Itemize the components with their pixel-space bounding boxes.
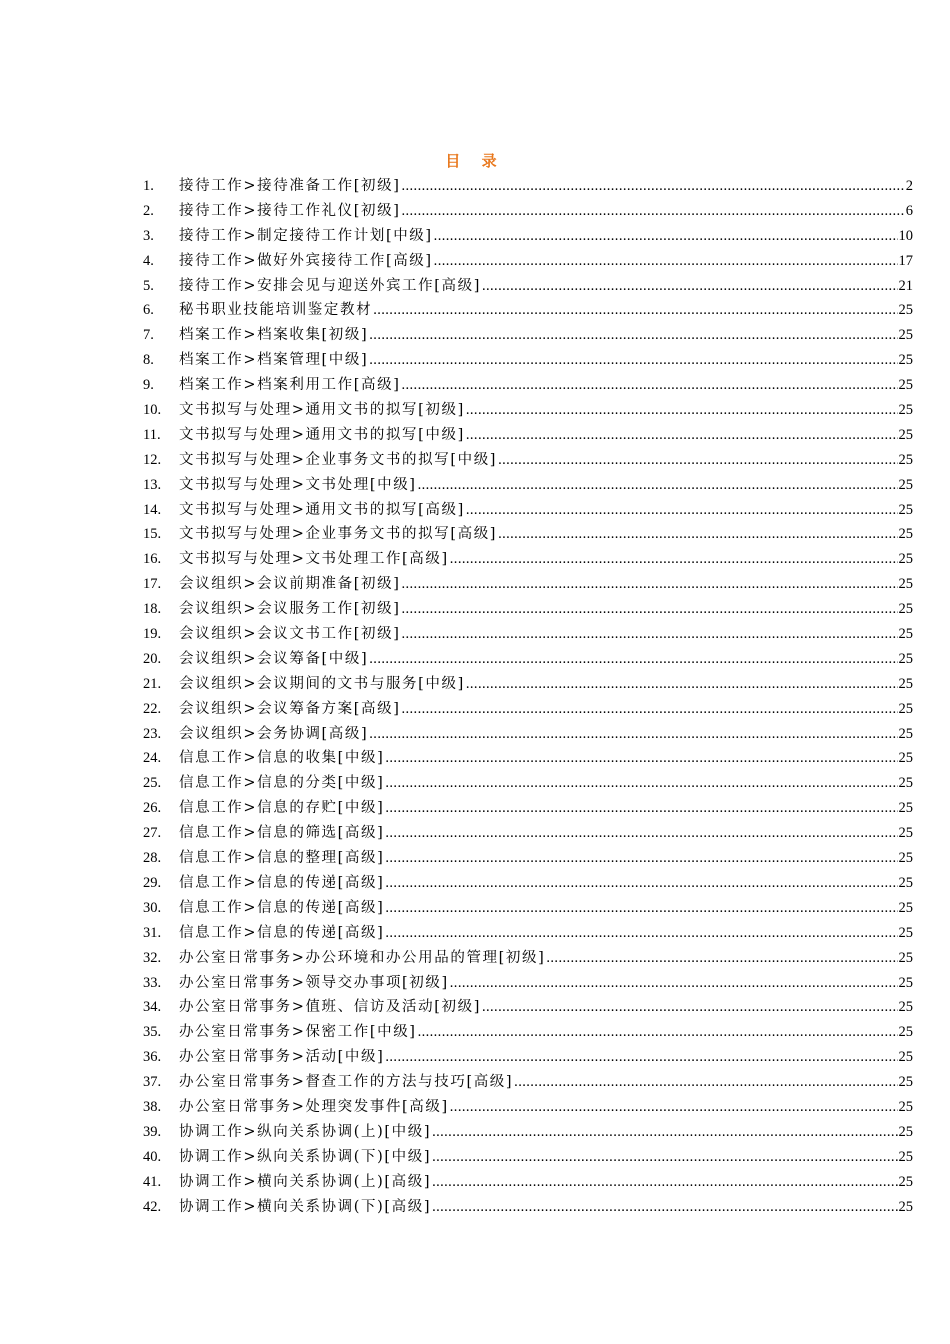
toc-dot-leader	[466, 672, 898, 697]
toc-entry-title[interactable]: 档案工作>档案利用工作[高级]	[179, 377, 401, 394]
toc-entry-page[interactable]: 25	[898, 949, 913, 966]
toc-entry-number: 26.	[143, 800, 162, 817]
toc-entry-page[interactable]: 25	[898, 377, 913, 394]
toc-entry-page[interactable]: 25	[898, 402, 913, 419]
toc-entry-number: 11.	[143, 426, 161, 443]
toc-entry-number: 16.	[143, 551, 162, 568]
toc-entry-number: 4.	[143, 252, 154, 269]
toc-entry[interactable]	[143, 398, 913, 423]
toc-entry[interactable]	[143, 722, 913, 747]
toc-entry-number: 9.	[143, 377, 154, 394]
toc-entry-title[interactable]: 文书拟写与处理>企业事务文书的拟写[中级]	[179, 451, 498, 468]
toc-entry-number: 41.	[143, 1173, 162, 1190]
toc-entry-page[interactable]: 25	[898, 675, 913, 692]
toc-entry-title[interactable]: 办公室日常事务>督查工作的方法与技巧[高级]	[179, 1074, 514, 1091]
toc-entry-title[interactable]: 会议组织>会议前期准备[初级]	[179, 576, 401, 593]
toc-entry-number: 34.	[143, 999, 162, 1016]
toc-entry-page[interactable]: 25	[898, 327, 913, 344]
toc-dot-leader	[385, 896, 897, 921]
toc-dot-leader	[401, 199, 904, 224]
toc-entry-number: 31.	[143, 924, 162, 941]
toc-entry-page[interactable]: 25	[898, 1024, 913, 1041]
toc-entry[interactable]	[143, 846, 913, 871]
toc-entry-number: 23.	[143, 725, 162, 742]
toc-entry[interactable]	[143, 373, 913, 398]
toc-entry-number: 38.	[143, 1098, 162, 1115]
toc-dot-leader	[385, 846, 897, 871]
toc-list	[143, 174, 913, 1219]
toc-entry-page[interactable]: 25	[898, 924, 913, 941]
toc-entry-title[interactable]: 信息工作>信息的分类[中级]	[179, 775, 385, 792]
toc-entry-number: 17.	[143, 576, 162, 593]
toc-entry-title[interactable]: 接待工作>制定接待工作计划[中级]	[179, 227, 433, 244]
toc-entry[interactable]	[143, 921, 913, 946]
toc-entry-page[interactable]: 25	[898, 501, 913, 518]
toc-entry[interactable]	[143, 796, 913, 821]
toc-entry[interactable]	[143, 498, 913, 523]
toc-entry-title[interactable]: 信息工作>信息的传递[高级]	[179, 874, 385, 891]
toc-entry[interactable]	[143, 473, 913, 498]
toc-title: 目 录	[445, 152, 505, 170]
toc-entry[interactable]	[143, 995, 913, 1020]
toc-dot-leader	[369, 722, 897, 747]
toc-entry-page[interactable]: 25	[898, 750, 913, 767]
toc-entry[interactable]	[143, 423, 913, 448]
toc-dot-leader	[450, 1095, 898, 1120]
toc-entry-title[interactable]: 接待工作>做好外宾接待工作[高级]	[179, 252, 433, 269]
toc-dot-leader	[450, 547, 898, 572]
toc-entry-title[interactable]: 信息工作>信息的存贮[中级]	[179, 800, 385, 817]
toc-entry-page[interactable]: 25	[898, 1074, 913, 1091]
toc-entry-page[interactable]: 25	[898, 999, 913, 1016]
toc-entry-title[interactable]: 文书拟写与处理>通用文书的拟写[初级]	[179, 402, 465, 419]
toc-dot-leader	[482, 274, 898, 299]
toc-dot-leader	[546, 946, 897, 971]
toc-entry-title[interactable]: 档案工作>档案收集[初级]	[179, 327, 369, 344]
toc-entry-number: 30.	[143, 899, 162, 916]
toc-entry-page[interactable]: 25	[898, 899, 913, 916]
toc-dot-leader	[369, 647, 897, 672]
toc-dot-leader	[432, 1170, 897, 1195]
toc-entry-title[interactable]: 会议组织>会议期间的文书与服务[中级]	[179, 675, 465, 692]
toc-dot-leader	[432, 1195, 897, 1220]
toc-entry-title[interactable]: 文书拟写与处理>通用文书的拟写[高级]	[179, 501, 465, 518]
toc-dot-leader	[401, 572, 897, 597]
toc-entry-number: 36.	[143, 1049, 162, 1066]
toc-entry-title[interactable]: 信息工作>信息的收集[中级]	[179, 750, 385, 767]
toc-dot-leader	[418, 473, 898, 498]
toc-dot-leader	[466, 498, 898, 523]
toc-entry-title[interactable]: 文书拟写与处理>文书处理[中级]	[179, 476, 417, 493]
toc-entry-title[interactable]: 会议组织>会议筹备[中级]	[179, 650, 369, 667]
toc-entry-title[interactable]: 会议组织>会议服务工作[初级]	[179, 601, 401, 618]
toc-dot-leader	[466, 398, 898, 423]
toc-entry-page[interactable]: 25	[898, 526, 913, 543]
toc-dot-leader	[466, 423, 898, 448]
toc-dot-leader	[432, 1145, 897, 1170]
toc-entry-number: 13.	[143, 476, 162, 493]
toc-entry-title[interactable]: 办公室日常事务>活动[中级]	[179, 1049, 385, 1066]
toc-entry[interactable]	[143, 448, 913, 473]
toc-dot-leader	[401, 174, 904, 199]
toc-entry-page[interactable]: 25	[898, 1098, 913, 1115]
toc-dot-leader	[401, 622, 897, 647]
toc-entry[interactable]	[143, 821, 913, 846]
toc-dot-leader	[369, 323, 897, 348]
toc-entry-title[interactable]: 办公室日常事务>处理突发事件[高级]	[179, 1098, 449, 1115]
toc-entry-title[interactable]: 协调工作>横向关系协调(下)[高级]	[179, 1198, 432, 1215]
toc-entry-page[interactable]: 25	[898, 1173, 913, 1190]
toc-entry[interactable]	[143, 622, 913, 647]
toc-entry-page[interactable]: 25	[898, 874, 913, 891]
toc-dot-leader	[401, 597, 897, 622]
toc-entry-page[interactable]: 10	[898, 227, 913, 244]
toc-entry-page[interactable]: 25	[898, 650, 913, 667]
toc-entry[interactable]	[143, 274, 913, 299]
toc-entry[interactable]	[143, 249, 913, 274]
toc-entry[interactable]	[143, 1070, 913, 1095]
toc-entry-number: 19.	[143, 626, 162, 643]
toc-entry-title[interactable]: 文书拟写与处理>文书处理工作[高级]	[179, 551, 449, 568]
toc-entry-page[interactable]: 21	[898, 277, 913, 294]
toc-entry-page[interactable]: 25	[898, 626, 913, 643]
toc-entry-number: 33.	[143, 974, 162, 991]
toc-entry[interactable]	[143, 1145, 913, 1170]
toc-entry-page[interactable]: 25	[898, 302, 913, 319]
toc-entry-page[interactable]: 25	[898, 775, 913, 792]
toc-dot-leader	[482, 995, 898, 1020]
toc-entry-page[interactable]: 25	[898, 576, 913, 593]
toc-entry-number: 37.	[143, 1074, 162, 1091]
toc-entry-number: 28.	[143, 850, 162, 867]
toc-entry-number: 5.	[143, 277, 154, 294]
toc-entry-title[interactable]: 会议组织>会议筹备方案[高级]	[179, 700, 401, 717]
toc-entry[interactable]	[143, 1095, 913, 1120]
toc-entry-page[interactable]: 25	[898, 601, 913, 618]
toc-dot-leader	[418, 1020, 898, 1045]
toc-entry[interactable]	[143, 1020, 913, 1045]
toc-dot-leader	[498, 522, 897, 547]
toc-dot-leader	[401, 373, 897, 398]
toc-dot-leader	[434, 224, 898, 249]
toc-dot-leader	[385, 771, 897, 796]
toc-entry-number: 14.	[143, 501, 162, 518]
toc-entry[interactable]	[143, 647, 913, 672]
toc-entry-page[interactable]: 25	[898, 451, 913, 468]
toc-entry-title[interactable]: 信息工作>信息的整理[高级]	[179, 850, 385, 867]
toc-entry-number: 7.	[143, 327, 154, 344]
toc-entry-page[interactable]: 25	[898, 426, 913, 443]
toc-entry[interactable]	[143, 298, 913, 323]
toc-entry-title[interactable]: 接待工作>安排会见与迎送外宾工作[高级]	[179, 277, 481, 294]
toc-entry-title[interactable]: 会议组织>会议文书工作[初级]	[179, 626, 401, 643]
toc-entry-number: 10.	[143, 402, 162, 419]
toc-entry-title[interactable]: 办公室日常事务>保密工作[中级]	[179, 1024, 417, 1041]
toc-entry-number: 22.	[143, 700, 162, 717]
toc-entry-number: 15.	[143, 526, 162, 543]
toc-entry-page[interactable]: 25	[898, 551, 913, 568]
toc-entry-number: 25.	[143, 775, 162, 792]
toc-entry[interactable]	[143, 771, 913, 796]
toc-entry[interactable]	[143, 971, 913, 996]
toc-entry-number: 27.	[143, 825, 162, 842]
toc-entry-number: 42.	[143, 1198, 162, 1215]
toc-entry-title[interactable]: 档案工作>档案管理[中级]	[179, 352, 369, 369]
toc-entry-page[interactable]: 25	[898, 1148, 913, 1165]
toc-entry[interactable]	[143, 597, 913, 622]
toc-entry[interactable]	[143, 323, 913, 348]
toc-entry[interactable]	[143, 348, 913, 373]
toc-entry-number: 35.	[143, 1024, 162, 1041]
toc-entry-number: 24.	[143, 750, 162, 767]
toc-dot-leader	[401, 697, 897, 722]
toc-entry-title[interactable]: 信息工作>信息的筛选[高级]	[179, 825, 385, 842]
toc-dot-leader	[373, 298, 897, 323]
toc-entry-page[interactable]: 25	[898, 1123, 913, 1140]
toc-entry-number: 6.	[143, 302, 154, 319]
toc-entry-title[interactable]: 办公室日常事务>值班、信访及活动[初级]	[179, 999, 481, 1016]
toc-entry-page[interactable]: 6	[905, 202, 913, 219]
toc-entry-title[interactable]: 协调工作>横向关系协调(上)[高级]	[179, 1173, 432, 1190]
toc-entry-number: 1.	[143, 178, 154, 194]
toc-entry-title[interactable]: 信息工作>信息的传递[高级]	[179, 924, 385, 941]
toc-entry[interactable]	[143, 697, 913, 722]
toc-entry-number: 32.	[143, 949, 162, 966]
toc-entry-number: 39.	[143, 1123, 162, 1140]
toc-entry-page[interactable]: 25	[898, 352, 913, 369]
toc-entry-number: 12.	[143, 451, 162, 468]
toc-dot-leader	[385, 796, 897, 821]
toc-entry-number: 21.	[143, 675, 162, 692]
toc-entry-page[interactable]: 25	[898, 1049, 913, 1066]
toc-entry[interactable]	[143, 672, 913, 697]
toc-entry-title[interactable]: 会议组织>会务协调[高级]	[179, 725, 369, 742]
toc-entry-page[interactable]: 2	[905, 178, 913, 194]
toc-dot-leader	[514, 1070, 897, 1095]
toc-entry[interactable]	[143, 871, 913, 896]
toc-entry[interactable]	[143, 174, 913, 199]
toc-entry[interactable]	[143, 199, 913, 224]
toc-entry-number: 29.	[143, 874, 162, 891]
toc-dot-leader	[498, 448, 897, 473]
toc-entry-number: 2.	[143, 202, 154, 219]
toc-entry-number: 20.	[143, 650, 162, 667]
toc-dot-leader	[432, 1120, 897, 1145]
toc-entry[interactable]	[143, 896, 913, 921]
toc-entry-page[interactable]: 25	[898, 825, 913, 842]
toc-entry[interactable]	[143, 522, 913, 547]
toc-entry-number: 18.	[143, 601, 162, 618]
toc-entry-page[interactable]: 25	[898, 850, 913, 867]
toc-entry[interactable]	[143, 1170, 913, 1195]
toc-entry-title[interactable]: 接待工作>接待准备工作[初级]	[179, 178, 401, 194]
toc-entry-title[interactable]: 办公室日常事务>办公环境和办公用品的管理[初级]	[179, 949, 546, 966]
toc-entry[interactable]	[143, 1195, 913, 1220]
toc-entry-page[interactable]: 25	[898, 700, 913, 717]
toc-dot-leader	[385, 871, 897, 896]
toc-entry[interactable]	[143, 1120, 913, 1145]
toc-entry-title[interactable]: 信息工作>信息的传递[高级]	[179, 899, 385, 916]
toc-entry-title[interactable]: 协调工作>纵向关系协调(下)[中级]	[179, 1148, 432, 1165]
toc-entry-page[interactable]: 25	[898, 725, 913, 742]
toc-entry-number: 8.	[143, 352, 154, 369]
toc-entry[interactable]	[143, 1045, 913, 1070]
toc-entry-title[interactable]: 文书拟写与处理>通用文书的拟写[中级]	[179, 426, 465, 443]
toc-entry-title[interactable]: 办公室日常事务>领导交办事项[初级]	[179, 974, 449, 991]
toc-entry[interactable]	[143, 572, 913, 597]
toc-entry[interactable]	[143, 547, 913, 572]
toc-entry-title[interactable]: 接待工作>接待工作礼仪[初级]	[179, 202, 401, 219]
toc-dot-leader	[385, 746, 897, 771]
toc-entry-page[interactable]: 25	[898, 476, 913, 493]
toc-entry[interactable]	[143, 746, 913, 771]
toc-entry-page[interactable]: 25	[898, 800, 913, 817]
toc-dot-leader	[434, 249, 898, 274]
toc-entry-page[interactable]: 17	[898, 252, 913, 269]
toc-entry[interactable]	[143, 946, 913, 971]
toc-entry-number: 40.	[143, 1148, 162, 1165]
toc-dot-leader	[385, 1045, 897, 1070]
toc-entry-title[interactable]: 协调工作>纵向关系协调(上)[中级]	[179, 1123, 432, 1140]
toc-dot-leader	[369, 348, 897, 373]
toc-dot-leader	[385, 921, 897, 946]
toc-entry-title[interactable]: 秘书职业技能培训鉴定教材	[179, 302, 373, 319]
toc-entry-number: 3.	[143, 227, 154, 244]
toc-entry-page[interactable]: 25	[898, 974, 913, 991]
toc-entry[interactable]	[143, 224, 913, 249]
toc-entry-page[interactable]: 25	[898, 1198, 913, 1215]
toc-dot-leader	[385, 821, 897, 846]
toc-dot-leader	[450, 971, 898, 996]
toc-entry-title[interactable]: 文书拟写与处理>企业事务文书的拟写[高级]	[179, 526, 498, 543]
